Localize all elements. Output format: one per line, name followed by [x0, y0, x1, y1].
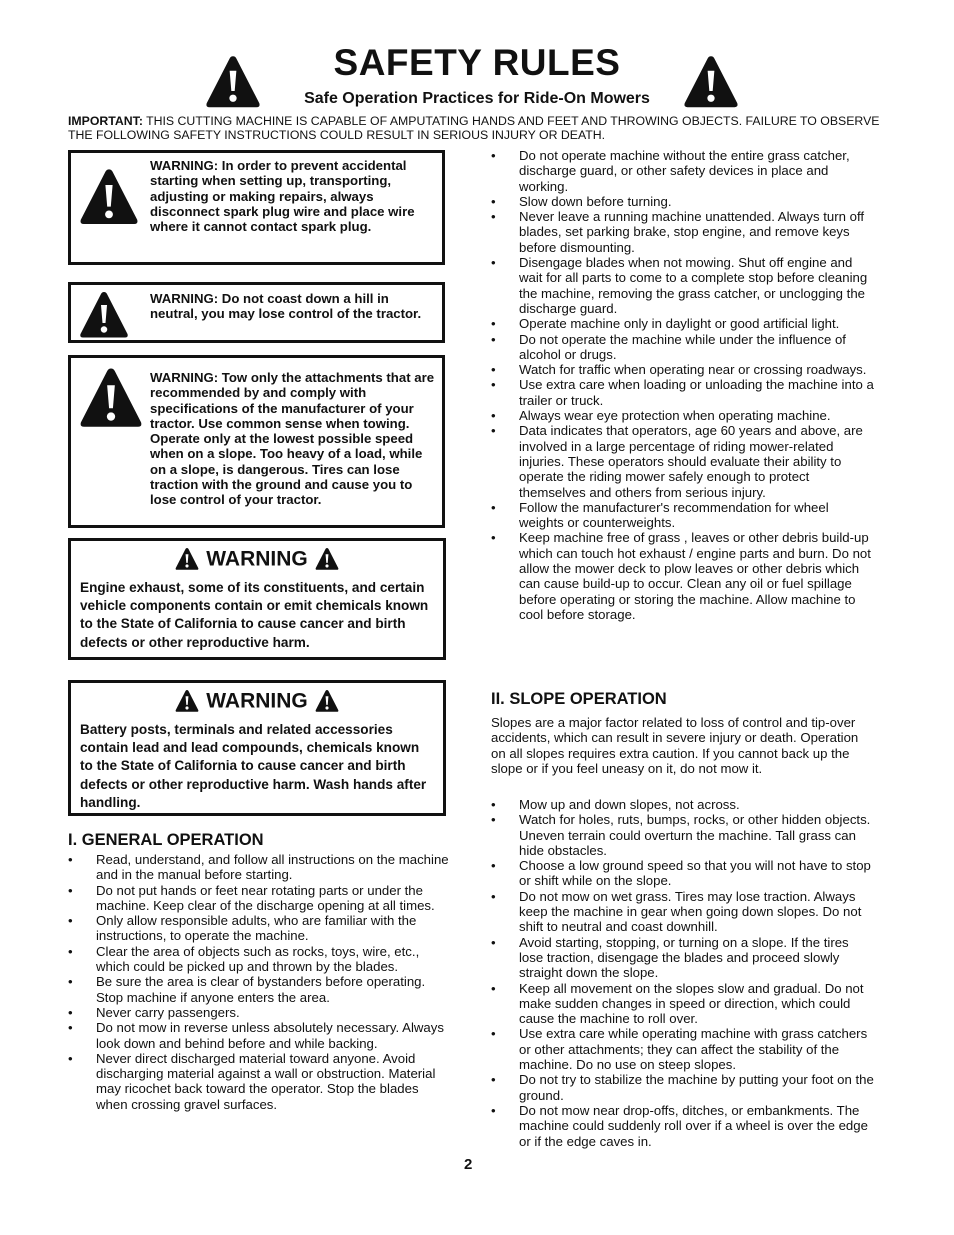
- slope-intro: Slopes are a major factor related to loss of control and tip-over accidents, which can result in severe injury or death. Operation on all slopes requires extra caution. If you cannot back up the slope or if you feel uneasy on it, do not mow it.: [491, 715, 859, 776]
- warning-panel-battery: [68, 680, 446, 816]
- list-item: • Be sure the area is clear of bystanders before operating. Stop machine if anyone enters the area.: [68, 974, 452, 1005]
- list-item: • Do not put hands or feet near rotating parts or under the machine. Keep clear of the discharge opening at all times.: [68, 883, 452, 914]
- list-item: • Operate machine only in daylight or good artificial light.: [491, 316, 875, 331]
- list-item: • Do not operate the machine while under the influence of alcohol or drugs.: [491, 332, 875, 363]
- list-item: • Do not mow near drop-offs, ditches, or embankments. The machine could suddenly roll over if a wheel is over the edge or if the edge caves in.: [491, 1103, 875, 1149]
- list-item: • Watch for traffic when operating near or crossing roadways.: [491, 362, 875, 377]
- warning-panel-text: Engine exhaust, some of its constituents, and certain vehicle components contain or emit chemicals known to the State of California to cause cancer and birth defects or other reproductive harm.: [80, 580, 429, 650]
- warning-triangle-icon: [79, 366, 143, 430]
- warning-triangle-icon: [314, 547, 340, 571]
- general-operation-list: [68, 852, 452, 1112]
- list-item: • Do not mow on wet grass. Tires may lose traction. Always keep the machine in gear when going down slopes. Do not shift to neutral and coast downhill.: [491, 889, 875, 935]
- list-item: • Use extra care while operating machine with grass catchers or other attachments; they can affect the stability of the machine. Do no use on steep slopes.: [491, 1026, 875, 1072]
- warning-box-towing: [68, 355, 445, 528]
- important-notice: [68, 114, 880, 142]
- list-item: • Mow up and down slopes, not across.: [491, 797, 875, 812]
- section-heading-slope: II. SLOPE OPERATION: [491, 690, 667, 708]
- slope-operation-list: [491, 797, 875, 1149]
- warning-text: WARNING: In order to prevent accidental starting when setting up, transporting, adjusting or making repairs, always disconnect spark plug wire and place wire where it cannot contact spark plug.: [150, 158, 415, 235]
- section-heading-general: I. GENERAL OPERATION: [68, 831, 264, 849]
- right-safety-list: [491, 148, 875, 622]
- page-number: 2: [464, 1156, 473, 1173]
- list-item: • Keep all movement on the slopes slow and gradual. Do not make sudden changes in speed or direction, which could cause the machine to roll over.: [491, 981, 875, 1027]
- warning-heading-text: WARNING: [206, 547, 308, 571]
- list-item: • Disengage blades when not mowing. Shut off engine and wait for all parts to come to a complete stop before cleaning the machine, removing the grass catcher, or unclogging the discharge guard.: [491, 255, 875, 316]
- warning-triangle-icon: [314, 689, 340, 713]
- list-item: • Slow down before turning.: [491, 194, 875, 209]
- list-item: • Do not operate machine without the entire grass catcher, discharge guard, or other safety devices in place and working.: [491, 148, 875, 194]
- warning-triangle-icon: [174, 689, 200, 713]
- warning-heading: [71, 547, 443, 571]
- list-item: • Never leave a running machine unattended. Always turn off blades, set parking brake, stop engine, and remove keys before dismounting.: [491, 209, 875, 255]
- list-item: • Never carry passengers.: [68, 1005, 452, 1020]
- list-item: • Data indicates that operators, age 60 years and above, are involved in a large percentage of riding mower-related injuries. These operators should evaluate their ability to operate the riding mower safely enough to protect themselves and others from serious injury.: [491, 423, 875, 499]
- list-item: • Do not try to stabilize the machine by putting your foot on the ground.: [491, 1072, 875, 1103]
- important-label: IMPORTANT:: [68, 114, 143, 128]
- list-item: • Never direct discharged material toward anyone. Avoid discharging material against a wall or obstruction. Material may ricochet back toward the operator. Stop the blades when crossing gravel surfaces.: [68, 1051, 452, 1112]
- list-item: • Only allow responsible adults, who are familiar with the instructions, to operate the machine.: [68, 913, 452, 944]
- warning-text: WARNING: Tow only the attachments that are recommended by and comply with specifications of the manufacturer of your tractor. Use common sense when towing. Operate only at the lowest possible speed when on a slope. Too heavy of a load, while on a slope, is dangerous. Tires can lose traction with the ground and cause you to lose control of your tractor.: [150, 370, 435, 508]
- list-item: • Keep machine free of grass , leaves or other debris build-up which can touch hot exhaust / engine parts and burn. Do not allow the mower deck to plow leaves or other debris which can cause build-up to occur. Clean any oil or fuel spillage before operating or storing the machine. Allow machine to cool before storage.: [491, 530, 875, 622]
- warning-box-spark-plug: [68, 150, 445, 265]
- list-item: • Watch for holes, ruts, bumps, rocks, or other hidden objects. Uneven terrain could overturn the machine. Tall grass can hide obstacles.: [491, 812, 875, 858]
- list-item: • Clear the area of objects such as rocks, toys, wire, etc., which could be picked up and thrown by the blades.: [68, 944, 452, 975]
- list-item: • Choose a low ground speed so that you will not have to stop or shift while on the slope.: [491, 858, 875, 889]
- warning-triangle-icon: [79, 290, 129, 340]
- warning-triangle-icon: [79, 167, 139, 227]
- important-text: THIS CUTTING MACHINE IS CAPABLE OF AMPUTATING HANDS AND FEET AND THROWING OBJECTS. FAILURE TO OBSERVE THE FOLLOWING SAFETY INSTRUCTIONS COULD RESULT IN SERIOUS INJURY OR DEATH.: [68, 114, 880, 142]
- warning-panel-exhaust: [68, 538, 446, 660]
- warning-box-coast: [68, 282, 445, 343]
- warning-text: WARNING: Do not coast down a hill in neutral, you may lose control of the tractor.: [150, 291, 422, 322]
- list-item: • Use extra care when loading or unloading the machine into a trailer or truck.: [491, 377, 875, 408]
- warning-heading: [71, 689, 443, 713]
- page-subtitle: Safe Operation Practices for Ride-On Mowers: [304, 90, 650, 107]
- list-item: • Follow the manufacturer's recommendation for wheel weights or counterweights.: [491, 500, 875, 531]
- list-item: • Avoid starting, stopping, or turning on a slope. If the tires lose traction, disengage the blades and proceed slowly straight down the slope.: [491, 935, 875, 981]
- page-title: SAFETY RULES: [333, 42, 621, 83]
- warning-triangle-icon: [174, 547, 200, 571]
- warning-heading-text: WARNING: [206, 689, 308, 713]
- list-item: • Always wear eye protection when operating machine.: [491, 408, 875, 423]
- list-item: • Read, understand, and follow all instructions on the machine and in the manual before starting.: [68, 852, 452, 883]
- list-item: • Do not mow in reverse unless absolutely necessary. Always look down and behind before and while backing.: [68, 1020, 452, 1051]
- warning-panel-text: Battery posts, terminals and related accessories contain lead and lead compounds, chemicals known to the State of California to cause cancer and birth defects or other reproductive harm. Wash hands after handling.: [80, 722, 427, 810]
